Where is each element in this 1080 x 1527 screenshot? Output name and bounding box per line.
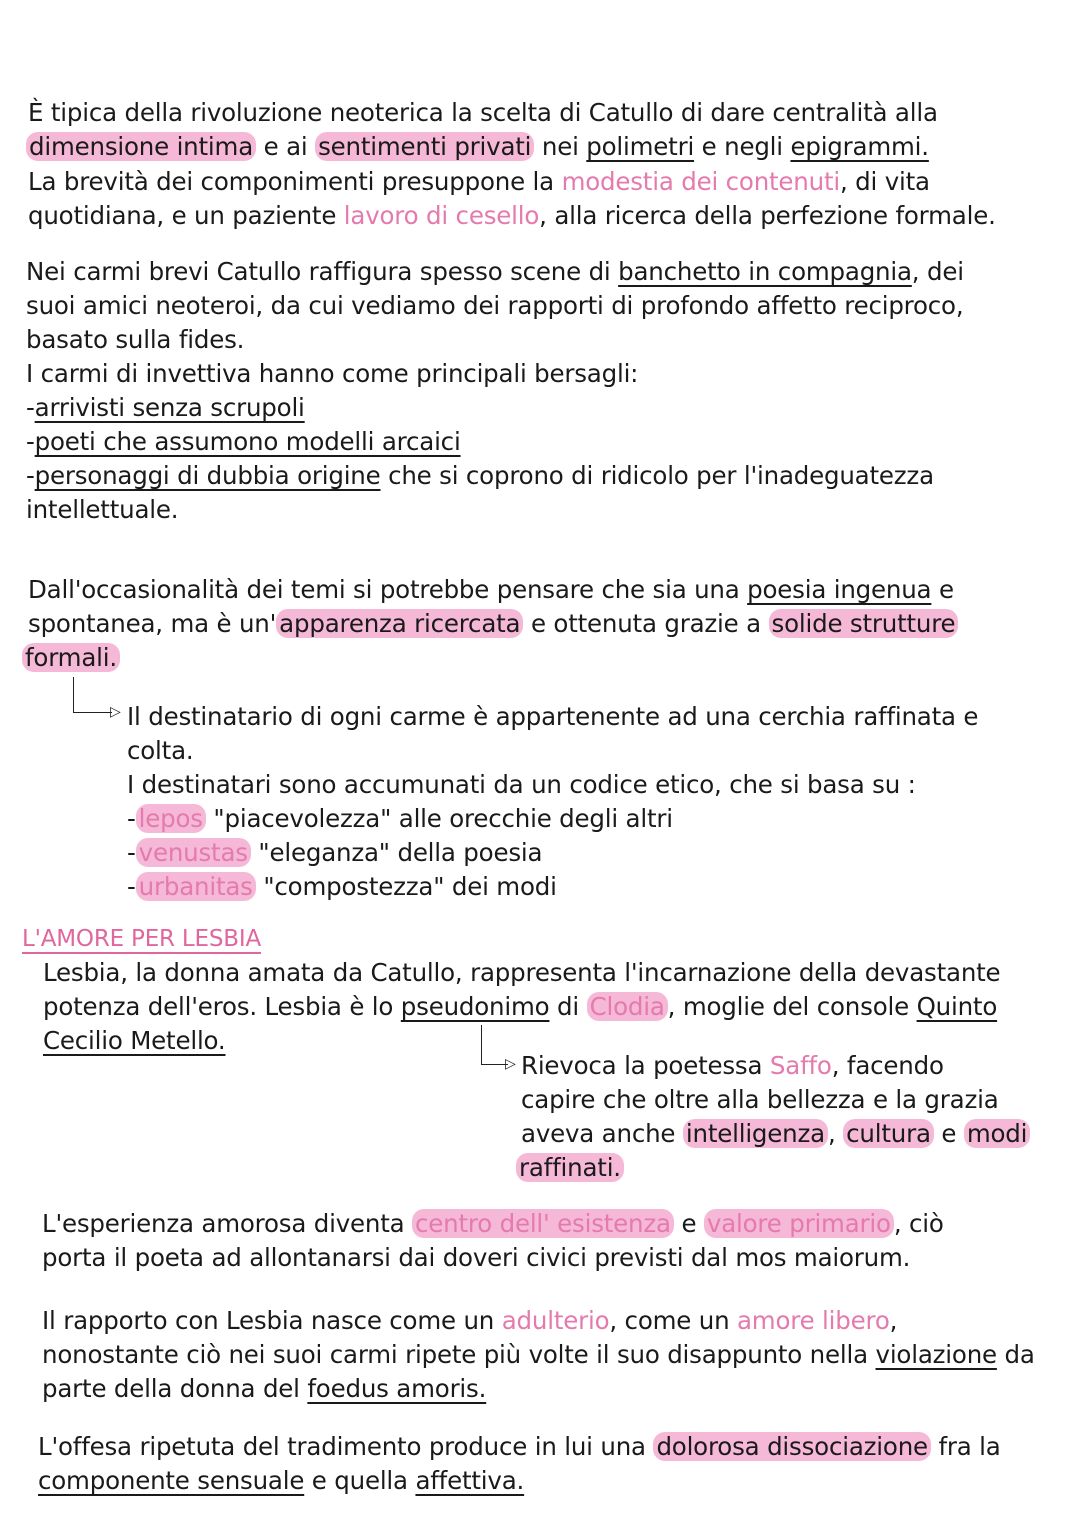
underline-cecilio-metello: Cecilio Metello. bbox=[43, 1026, 226, 1055]
connector-arrow-line-2 bbox=[481, 1025, 508, 1065]
underline-foedus-amoris: foedus amoris. bbox=[307, 1374, 487, 1403]
highlight-solide-strutture: solide strutture bbox=[769, 609, 959, 638]
p8-line-2: nonostante ciò nei suoi carmi ripete più volte il suo disappunto nella violazione da bbox=[42, 1340, 1035, 1369]
list-item-arrivisti: -arrivisti senza scrupoli bbox=[26, 393, 305, 422]
p8-line-3: parte della donna del foedus amoris. bbox=[42, 1374, 487, 1403]
highlight-venustas: venustas bbox=[136, 838, 251, 867]
highlight-dolorosa-dissociazione: dolorosa dissociazione bbox=[653, 1432, 930, 1461]
connector-arrow-line bbox=[73, 677, 112, 713]
p3-line-3 bbox=[22, 641, 120, 675]
highlight-centro-esistenza: centro dell' esistenza bbox=[412, 1209, 674, 1238]
p6-line-2: capire che oltre alla bellezza e la grazia bbox=[521, 1085, 999, 1114]
highlight-valore-primario: valore primario bbox=[704, 1209, 894, 1238]
p2-line-1: Nei carmi brevi Catullo raffigura spesso scene di banchetto in compagnia, dei bbox=[26, 257, 964, 286]
highlight-cultura: cultura bbox=[843, 1119, 934, 1148]
p6-line-3: aveva anche intelligenza , cultura e modi bbox=[521, 1117, 1030, 1151]
underline-componente-sensuale: componente sensuale bbox=[38, 1466, 305, 1495]
underline-poesia-ingenua: poesia ingenua bbox=[747, 575, 932, 604]
p2-line-3: basato sulla fides. bbox=[26, 325, 245, 354]
p5-line-2: potenza dell'eros. Lesbia è lo pseudonimo di Clodia , moglie del console Quinto bbox=[43, 992, 998, 1021]
highlight-lepos: lepos bbox=[136, 804, 206, 833]
underline-quinto: Quinto bbox=[916, 992, 998, 1021]
underline-polimetri: polimetri bbox=[586, 132, 695, 161]
pink-amore-libero: amore libero bbox=[736, 1306, 890, 1335]
p1-line-4: quotidiana, e un paziente lavoro di cesello, alla ricerca della perfezione formale. bbox=[28, 201, 996, 230]
list-item-urbanitas: - urbanitas "compostezza" dei modi bbox=[127, 872, 557, 901]
p2-line-2: suoi amici neoteroi, da cui vediamo dei rapporti di profondo affetto reciproco, bbox=[26, 291, 964, 320]
underline-epigrammi: epigrammi. bbox=[790, 132, 929, 161]
p3-line-1: Dall'occasionalità dei temi si potrebbe pensare che sia una poesia ingenua e bbox=[28, 575, 954, 604]
p5-line-1: Lesbia, la donna amata da Catullo, rappresenta l'incarnazione della devastante bbox=[43, 958, 1001, 987]
p7-line-1: L'esperienza amorosa diventa centro dell' esistenza e valore primario , ciò bbox=[42, 1209, 944, 1238]
list-item-poeti: -poeti che assumono modelli arcaici bbox=[26, 427, 461, 456]
underline-affettiva: affettiva. bbox=[415, 1466, 525, 1495]
arrow-right-icon: ▷ bbox=[505, 1056, 516, 1072]
underline-violazione: violazione bbox=[875, 1340, 997, 1369]
p1-line-3: La brevità dei componimenti presuppone la modestia dei contenuti, di vita bbox=[28, 167, 930, 196]
highlight-raffinati: raffinati. bbox=[516, 1153, 624, 1182]
p2-line-4: I carmi di invettiva hanno come principali bersagli: bbox=[26, 359, 639, 388]
highlight-modi: modi bbox=[964, 1119, 1030, 1148]
p2-line-8: intellettuale. bbox=[26, 495, 179, 524]
p8-line-1: Il rapporto con Lesbia nasce come un adulterio, come un amore libero, bbox=[42, 1306, 898, 1335]
arrow-right-icon: ▷ bbox=[110, 704, 121, 720]
highlight-clodia: Clodia bbox=[587, 992, 668, 1021]
p9-line-2: componente sensuale e quella affettiva. bbox=[38, 1466, 525, 1495]
p4-line-1: Il destinatario di ogni carme è appartenente ad una cerchia raffinata e bbox=[127, 702, 979, 731]
pink-modestia: modestia dei contenuti bbox=[561, 167, 840, 196]
list-item-personaggi: -personaggi di dubbia origine che si coprono di ridicolo per l'inadeguatezza bbox=[26, 461, 934, 490]
list-item-venustas: - venustas "eleganza" della poesia bbox=[127, 838, 543, 867]
highlight-formali: formali. bbox=[22, 643, 120, 672]
list-item-lepos: - lepos "piacevolezza" alle orecchie degli altri bbox=[127, 804, 673, 833]
p9-line-1: L'offesa ripetuta del tradimento produce in lui una dolorosa dissociazione fra la bbox=[38, 1432, 1001, 1461]
p3-line-2: spontanea, ma è un' apparenza ricercata e ottenuta grazie a solide strutture bbox=[28, 607, 958, 641]
p6-line-1: Rievoca la poetessa Saffo, facendo bbox=[521, 1051, 944, 1080]
section-heading: L'AMORE PER LESBIA bbox=[22, 926, 261, 952]
highlight-apparenza-ricercata: apparenza ricercata bbox=[276, 609, 523, 638]
p1-line-1: È tipica della rivoluzione neoterica la scelta di Catullo di dare centralità alla bbox=[28, 98, 938, 127]
highlight-intelligenza: intelligenza bbox=[683, 1119, 828, 1148]
highlight-urbanitas: urbanitas bbox=[136, 872, 256, 901]
underline-pseudonimo: pseudonimo bbox=[400, 992, 550, 1021]
p7-line-2: porta il poeta ad allontanarsi dai doveri civici previsti dal mos maiorum. bbox=[42, 1243, 911, 1272]
p4-line-3: I destinatari sono accumunati da un codice etico, che si basa su : bbox=[127, 770, 916, 799]
pink-adulterio: adulterio bbox=[501, 1306, 610, 1335]
pink-lavoro-di-cesello: lavoro di cesello bbox=[343, 201, 540, 230]
underline-banchetto: banchetto in compagnia bbox=[618, 257, 912, 286]
highlight-dimensione-intima: dimensione intima bbox=[26, 132, 256, 161]
p6-line-4 bbox=[516, 1151, 624, 1185]
highlight-sentimenti-privati: sentimenti privati bbox=[315, 132, 534, 161]
p5-line-3 bbox=[43, 1024, 226, 1058]
pink-saffo: Saffo bbox=[769, 1051, 832, 1080]
p4-line-2: colta. bbox=[127, 736, 194, 765]
p1-line-2: dimensione intima e ai sentimenti privati nei polimetri e negli epigrammi. bbox=[26, 130, 929, 164]
